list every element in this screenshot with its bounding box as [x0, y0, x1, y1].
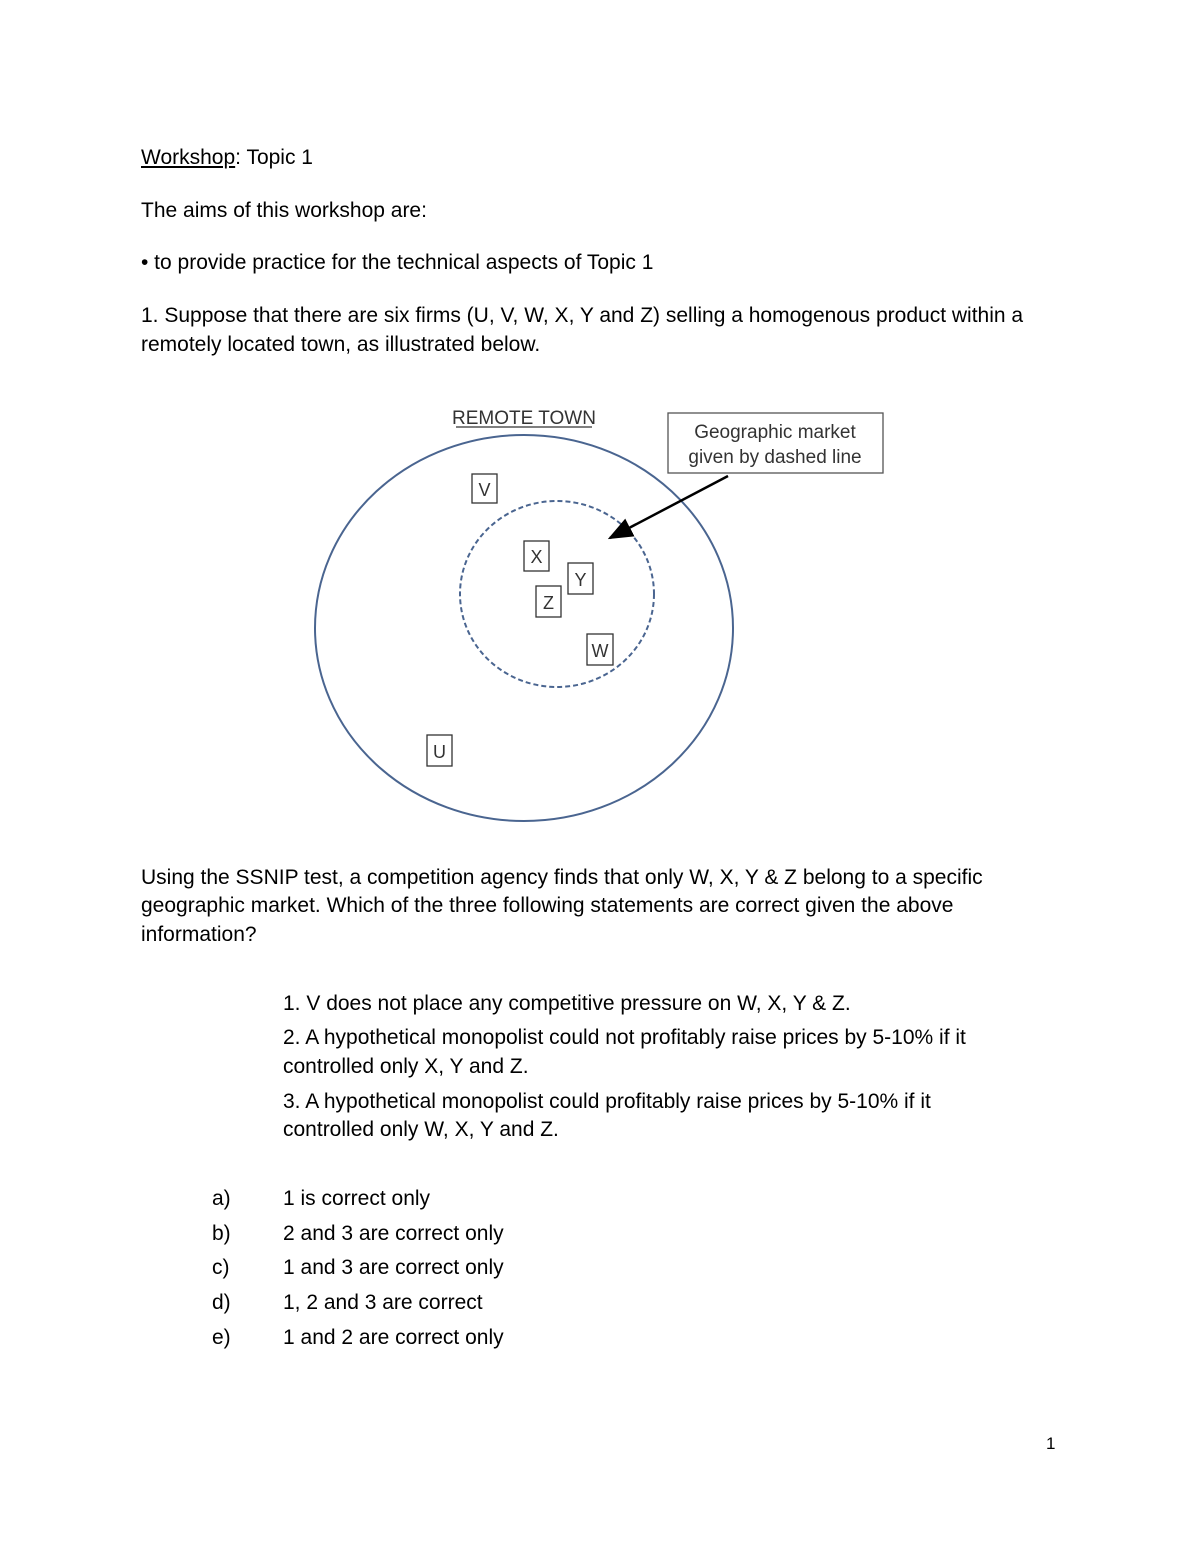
svg-text:U: U [433, 742, 446, 762]
option-b-letter: b) [212, 1222, 231, 1245]
svg-text:Y: Y [574, 570, 587, 590]
svg-text:W: W [591, 641, 609, 661]
firm-v [472, 474, 497, 503]
statement-2-line-1: 2. A hypothetical monopolist could not profitably raise prices by 5-10% if it [283, 1026, 966, 1049]
ssnip-line-3: information? [141, 923, 257, 946]
outer-town-circle [315, 435, 733, 821]
option-c-text: 1 and 3 are correct only [283, 1256, 504, 1279]
option-d-text: 1, 2 and 3 are correct [283, 1291, 483, 1314]
option-e-letter: e) [212, 1326, 231, 1349]
town-label: REMOTE TOWN [452, 408, 596, 429]
callout-line-2: given by dashed line [688, 447, 862, 468]
option-a-letter: a) [212, 1187, 231, 1210]
option-c-letter: c) [212, 1256, 230, 1279]
callout-line-1: Geographic market [694, 422, 856, 443]
svg-text:X: X [530, 547, 543, 567]
ssnip-line-2: geographic market. Which of the three following statements are correct given the above [141, 894, 954, 917]
svg-text:Z: Z [543, 593, 554, 613]
firm-w [587, 634, 613, 665]
question-line-1: 1. Suppose that there are six firms (U, V, W, X, Y and Z) selling a homogenous product within a [141, 304, 1024, 327]
callout-arrow [610, 476, 728, 538]
page-number: 1 [1046, 1434, 1056, 1453]
firm-y [568, 563, 593, 594]
option-b-text: 2 and 3 are correct only [283, 1222, 504, 1245]
svg-text:V: V [478, 480, 491, 500]
option-a-text: 1 is correct only [283, 1187, 431, 1210]
firm-x [524, 541, 549, 571]
heading-rest: : Topic 1 [235, 146, 313, 169]
heading-underlined: Workshop [141, 146, 236, 169]
ssnip-line-1: Using the SSNIP test, a competition agency finds that only W, X, Y & Z belong to a specific [141, 866, 983, 889]
question-line-2: remotely located town, as illustrated below. [141, 333, 541, 356]
firm-u [427, 735, 452, 766]
aims-text: The aims of this workshop are: [141, 199, 427, 222]
statement-3-line-1: 3. A hypothetical monopolist could profitably raise prices by 5-10% if it [283, 1090, 931, 1113]
statement-3-line-2: controlled only W, X, Y and Z. [283, 1118, 559, 1141]
option-d-letter: d) [212, 1291, 231, 1314]
aims-bullet: • to provide practice for the technical aspects of Topic 1 [141, 251, 654, 274]
option-e-text: 1 and 2 are correct only [283, 1326, 504, 1349]
statement-1: 1. V does not place any competitive pressure on W, X, Y & Z. [283, 992, 851, 1015]
firm-z [536, 586, 561, 617]
statement-2-line-2: controlled only X, Y and Z. [283, 1055, 529, 1078]
